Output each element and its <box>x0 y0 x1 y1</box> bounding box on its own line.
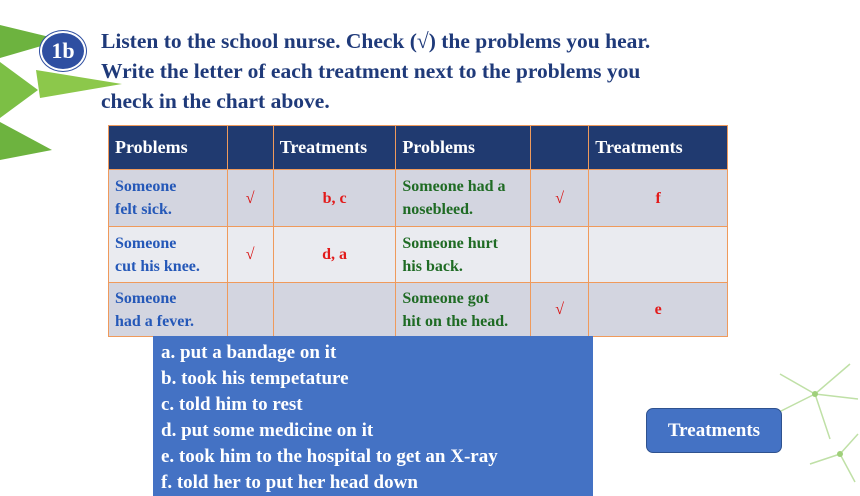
treatment-cell[interactable]: d, a <box>273 227 396 283</box>
header-check <box>531 126 589 170</box>
exercise-badge: 1b <box>40 31 86 71</box>
chart-header-row <box>109 126 728 170</box>
instructions <box>101 26 781 116</box>
instructions-line: Listen to the school nurse. Check (√) the problems you hear. <box>101 29 651 53</box>
check-cell[interactable]: √ <box>531 283 589 337</box>
treatment-options-box <box>153 336 593 496</box>
treatment-cell[interactable]: f <box>589 170 728 227</box>
table-row <box>109 227 728 283</box>
check-cell[interactable]: √ <box>227 170 273 227</box>
table-row <box>109 283 728 337</box>
problems-chart <box>108 125 728 337</box>
instructions-line: Write the letter of each treatment next to the problems you <box>101 59 641 83</box>
problem-cell: Someone hurt his back. <box>396 227 531 283</box>
header-check <box>227 126 273 170</box>
instructions-line: check in the chart above. <box>101 89 330 113</box>
option-item: e. took him to the hospital to get an X-ray <box>161 446 498 467</box>
treatment-cell[interactable] <box>589 227 728 283</box>
treatments-button[interactable]: Treatments <box>646 408 782 453</box>
header-problems: Problems <box>109 126 228 170</box>
option-item: f. told her to put her head down <box>161 472 418 493</box>
problem-cell: Someone had a nosebleed. <box>396 170 531 227</box>
treatment-cell[interactable] <box>273 283 396 337</box>
option-item: b. took his tempetature <box>161 368 349 389</box>
sparkle-decoration-icon <box>770 354 860 484</box>
treatment-cell[interactable]: e <box>589 283 728 337</box>
table-row <box>109 170 728 227</box>
check-cell[interactable] <box>531 227 589 283</box>
check-cell[interactable]: √ <box>227 227 273 283</box>
header-problems: Problems <box>396 126 531 170</box>
option-item: d. put some medicine on it <box>161 420 374 441</box>
check-cell[interactable] <box>227 283 273 337</box>
header-treatments: Treatments <box>273 126 396 170</box>
problem-cell: Someone cut his knee. <box>109 227 228 283</box>
problem-cell: Someone got hit on the head. <box>396 283 531 337</box>
problem-cell: Someone had a fever. <box>109 283 228 337</box>
check-cell[interactable]: √ <box>531 170 589 227</box>
problem-cell: Someone felt sick. <box>109 170 228 227</box>
header-treatments: Treatments <box>589 126 728 170</box>
option-item: a. put a bandage on it <box>161 342 337 363</box>
option-item: c. told him to rest <box>161 394 303 415</box>
treatment-cell[interactable]: b, c <box>273 170 396 227</box>
